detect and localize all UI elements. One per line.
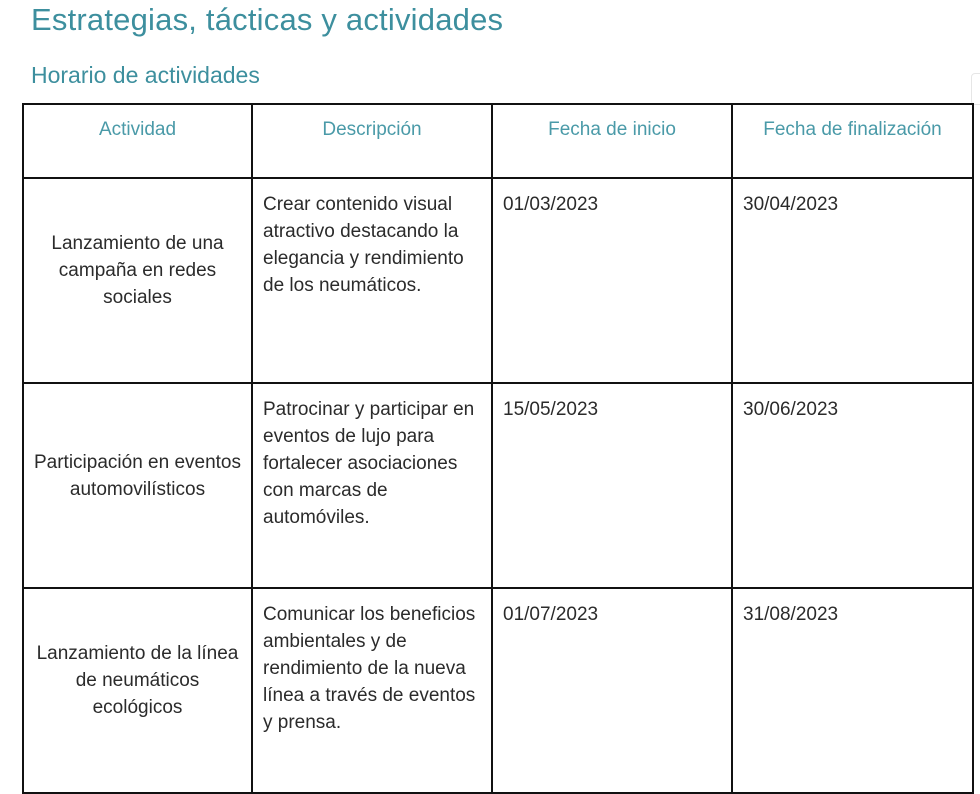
table-header-row [23, 104, 973, 178]
activity-schedule-table [22, 103, 974, 794]
description-cell: Crear contenido visual atractivo destacando la elegancia y rendimiento de los neumáticos. [252, 178, 492, 383]
table-row [23, 383, 973, 588]
activity-cell: Participación en eventos automovilísticos [23, 383, 252, 588]
section-title: Horario de actividades [31, 62, 260, 88]
start-date-cell: 15/05/2023 [492, 383, 732, 588]
document-title: Estrategias, tácticas y actividades [31, 2, 504, 37]
start-date-cell: 01/03/2023 [492, 178, 732, 383]
table-row [23, 588, 973, 793]
activity-cell: Lanzamiento de una campaña en redes sociales [23, 178, 252, 383]
header-description: Descripción [252, 104, 492, 178]
description-cell: Patrocinar y participar en eventos de lujo para fortalecer asociaciones con marcas de automóviles. [252, 383, 492, 588]
header-activity: Actividad [23, 104, 252, 178]
start-date-cell: 01/07/2023 [492, 588, 732, 793]
side-panel-handle[interactable] [971, 73, 980, 105]
table-row [23, 178, 973, 383]
header-end-date: Fecha de finalización [732, 104, 973, 178]
header-start-date: Fecha de inicio [492, 104, 732, 178]
end-date-cell: 31/08/2023 [732, 588, 973, 793]
activity-cell: Lanzamiento de la línea de neumáticos ecológicos [23, 588, 252, 793]
end-date-cell: 30/06/2023 [732, 383, 973, 588]
end-date-cell: 30/04/2023 [732, 178, 973, 383]
description-cell: Comunicar los beneficios ambientales y de rendimiento de la nueva línea a través de eventos y prensa. [252, 588, 492, 793]
